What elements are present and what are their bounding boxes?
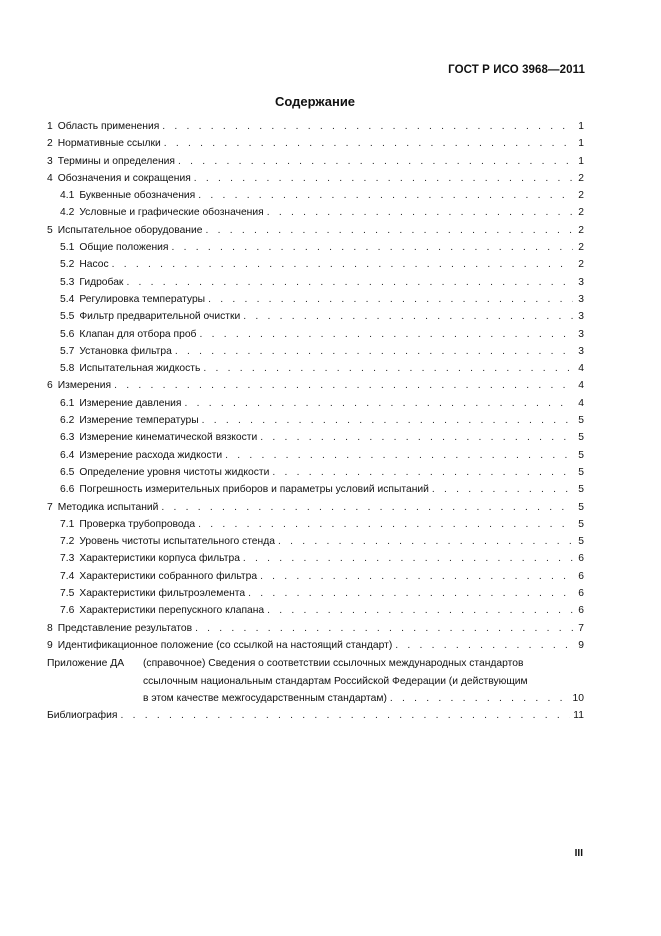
toc-title: Содержание — [274, 94, 356, 109]
toc-leader-dots — [161, 502, 573, 513]
toc-entry-number: 4.2 — [60, 207, 75, 219]
toc-entry-label: Методика испытаний — [57, 501, 159, 513]
toc-entry-label: Измерение кинематической вязкости — [79, 432, 258, 444]
toc-leader-dots — [203, 363, 573, 374]
toc-leader-dots — [390, 693, 570, 704]
toc-entry-number: 5.3 — [60, 276, 75, 288]
toc-entry-label: Характеристики фильтроэлемента — [79, 588, 246, 600]
toc-entry-label: Условные и графические обозначения — [79, 207, 264, 219]
toc-entry[interactable] — [47, 277, 584, 294]
standard-code: ГОСТ Р ИСО 3968—2011 — [448, 64, 585, 76]
toc-leader-dots — [194, 173, 573, 184]
toc-entry-number: 6.5 — [60, 466, 75, 478]
toc-entry[interactable] — [47, 329, 584, 346]
toc-leader-dots — [243, 311, 573, 322]
toc-entry-page: 6 — [578, 605, 584, 617]
toc-leader-dots — [199, 329, 573, 340]
toc-entry[interactable] — [47, 415, 584, 432]
toc-entry-page: 3 — [578, 293, 584, 305]
toc-entry-label: Характеристики корпуса фильтра — [79, 553, 240, 565]
toc-entry-page: 1 — [578, 138, 584, 150]
toc-leader-dots — [178, 156, 573, 167]
appendix-line-1 — [47, 658, 584, 675]
toc-entry-page: 3 — [578, 311, 584, 323]
toc-entry-number: 5.2 — [60, 259, 75, 271]
appendix-line-2 — [47, 676, 584, 693]
toc-entry-label: Уровень чистоты испытательного стенда — [79, 536, 275, 548]
toc-entry[interactable] — [47, 190, 584, 207]
page-number: III — [574, 848, 583, 859]
toc-entry[interactable] — [47, 640, 584, 657]
appendix-title-line-3: в этом качестве межгосударственным стандартам) — [143, 692, 387, 704]
toc-entry[interactable] — [47, 623, 584, 640]
toc-entry-page: 3 — [578, 345, 584, 357]
toc-entry-number: 6.2 — [60, 415, 75, 427]
toc-entry-page: 3 — [578, 276, 584, 288]
toc-leader-dots — [162, 121, 573, 132]
toc-entry-label: Установка фильтра — [79, 345, 172, 357]
toc-entry-label: Общие положения — [79, 242, 169, 254]
toc-entry[interactable] — [47, 398, 584, 415]
toc-entry-number: 1 — [47, 121, 53, 132]
toc-entry-label: Измерение расхода жидкости — [79, 449, 223, 461]
appendix-title-line-1: (справочное) Сведения о соответствии ссылочных международных стандартов — [143, 658, 524, 670]
toc-entry-number: 5.1 — [60, 242, 75, 254]
toc-entry-page: 5 — [578, 536, 584, 548]
toc-entry-page: 7 — [578, 622, 584, 634]
toc-entry-page: 1 — [578, 155, 584, 167]
toc-entry-number: 7.3 — [60, 553, 75, 565]
toc-entry-label: Буквенные обозначения — [79, 190, 196, 202]
toc-entry-number: 4 — [47, 172, 53, 184]
toc-entry-label: Характеристики собранного фильтра — [79, 570, 258, 582]
toc-entry[interactable] — [47, 207, 584, 224]
toc-entry-label: Измерение температуры — [79, 415, 199, 427]
toc-leader-dots — [184, 398, 573, 409]
toc-entry[interactable] — [47, 225, 584, 242]
toc-entry-label: Измерения — [57, 380, 112, 392]
toc-entry-label: Нормативные ссылки — [57, 138, 161, 150]
toc-entry-page: 5 — [578, 484, 584, 496]
toc-entry[interactable] — [47, 502, 584, 519]
toc-entry-number: 9 — [47, 639, 53, 651]
toc-entry-page: 5 — [578, 415, 584, 427]
toc-entry-label: Проверка трубопровода — [79, 518, 196, 530]
toc-leader-dots — [164, 138, 573, 149]
toc-entry[interactable] — [47, 294, 584, 311]
toc-entry[interactable] — [47, 571, 584, 588]
toc-entry-number: 5.8 — [60, 363, 75, 375]
toc-leader-dots — [432, 484, 573, 495]
toc-leader-dots — [395, 640, 573, 651]
toc-leader-dots — [120, 710, 570, 721]
toc-entry-label: Регулировка температуры — [79, 293, 206, 305]
toc-entry-label: Термины и определения — [57, 155, 175, 167]
toc-entry[interactable] — [47, 138, 584, 155]
toc-entry[interactable] — [47, 363, 584, 380]
toc-entry-page: 6 — [578, 588, 584, 600]
toc-entry[interactable] — [47, 536, 584, 553]
toc-entry-number: 7 — [47, 501, 53, 513]
toc-leader-dots — [267, 605, 573, 616]
toc-leader-dots — [225, 450, 573, 461]
toc-entry-number: 2 — [47, 138, 53, 150]
toc-entry-number: 5.7 — [60, 345, 75, 357]
toc-entry-number: 5.5 — [60, 311, 75, 323]
toc-entry[interactable] — [47, 311, 584, 328]
toc-entry[interactable] — [47, 588, 584, 605]
toc-leader-dots — [260, 571, 573, 582]
appendix-title-line-2: ссылочным национальным стандартам Российской Федерации (и действующим — [143, 675, 528, 687]
toc-entries — [47, 121, 584, 657]
toc-entry-page: 2 — [578, 172, 584, 184]
toc-entry[interactable] — [47, 242, 584, 259]
toc-entry-label: Клапан для отбора проб — [79, 328, 197, 340]
toc-entry-page: 4 — [578, 363, 584, 375]
toc-entry[interactable] — [47, 173, 584, 190]
toc-entry-label: Измерение давления — [79, 397, 182, 409]
toc-leader-dots — [205, 225, 573, 236]
toc-entry-page: 5 — [578, 518, 584, 530]
toc-entry[interactable] — [47, 519, 584, 536]
appendix-prefix: Приложение ДА — [47, 658, 125, 670]
toc-entry-label: Испытательное оборудование — [57, 224, 203, 236]
toc-leader-dots — [172, 242, 574, 253]
toc-entry-number: 5.4 — [60, 293, 75, 305]
toc-entry[interactable] — [47, 380, 584, 397]
toc-entry-page: 3 — [578, 328, 584, 340]
toc-leader-dots — [126, 277, 573, 288]
toc-entry[interactable] — [47, 605, 584, 622]
toc-leader-dots — [112, 259, 573, 270]
toc-entry[interactable] — [47, 432, 584, 449]
table-of-contents — [47, 121, 584, 727]
toc-entry-page: 6 — [578, 570, 584, 582]
toc-leader-dots — [208, 294, 573, 305]
bibliography-label: Библиография — [47, 710, 118, 722]
toc-leader-dots — [195, 623, 573, 634]
toc-appendix-entry[interactable] — [47, 658, 584, 710]
toc-leader-dots — [243, 553, 573, 564]
toc-leader-dots — [198, 519, 573, 530]
toc-entry-number: 7.6 — [60, 605, 75, 617]
appendix-page: 10 — [572, 692, 584, 704]
toc-entry[interactable] — [47, 346, 584, 363]
toc-entry-page: 2 — [578, 259, 584, 271]
toc-entry[interactable] — [47, 156, 584, 173]
toc-entry-number: 7.2 — [60, 536, 75, 548]
toc-entry[interactable] — [47, 450, 584, 467]
toc-entry-number: 8 — [47, 622, 53, 634]
toc-entry-page: 5 — [578, 432, 584, 444]
toc-bibliography-entry[interactable] — [47, 710, 584, 727]
toc-leader-dots — [175, 346, 573, 357]
toc-entry-number: 6.4 — [60, 449, 75, 461]
toc-entry-page: 2 — [578, 224, 584, 236]
toc-entry[interactable] — [47, 121, 584, 138]
toc-entry-label: Определение уровня чистоты жидкости — [79, 466, 270, 478]
toc-leader-dots — [114, 380, 573, 391]
toc-entry-label: Испытательная жидкость — [79, 363, 201, 375]
toc-leader-dots — [278, 536, 573, 547]
toc-leader-dots — [202, 415, 573, 426]
toc-entry-label: Характеристики перепускного клапана — [79, 605, 265, 617]
toc-entry-number: 6 — [47, 380, 53, 392]
toc-entry-number: 7.1 — [60, 518, 75, 530]
toc-entry-label: Область применения — [57, 121, 160, 132]
toc-entry-number: 6.3 — [60, 432, 75, 444]
toc-entry-page: 1 — [578, 121, 584, 132]
toc-entry-number: 6.1 — [60, 397, 75, 409]
toc-entry-label: Погрешность измерительных приборов и параметры условий испытаний — [79, 484, 429, 496]
toc-entry-number: 5 — [47, 224, 53, 236]
toc-entry-page: 4 — [578, 397, 584, 409]
toc-entry[interactable] — [47, 484, 584, 501]
toc-entry-number: 7.5 — [60, 588, 75, 600]
toc-entry-label: Представление результатов — [57, 622, 193, 634]
toc-leader-dots — [198, 190, 573, 201]
toc-entry-page: 5 — [578, 449, 584, 461]
toc-entry[interactable] — [47, 259, 584, 276]
toc-leader-dots — [272, 467, 573, 478]
toc-entry[interactable] — [47, 467, 584, 484]
appendix-line-3 — [47, 693, 584, 710]
toc-entry[interactable] — [47, 553, 584, 570]
toc-entry-label: Насос — [79, 259, 109, 271]
toc-entry-page: 2 — [578, 190, 584, 202]
toc-entry-label: Идентификационное положение (со ссылкой на настоящий стандарт) — [57, 639, 393, 651]
toc-entry-page: 6 — [578, 553, 584, 565]
toc-entry-page: 2 — [578, 242, 584, 254]
toc-entry-label: Обозначения и сокращения — [57, 172, 191, 184]
toc-entry-page: 2 — [578, 207, 584, 219]
toc-leader-dots — [267, 207, 573, 218]
toc-entry-number: 6.6 — [60, 484, 75, 496]
toc-leader-dots — [260, 432, 573, 443]
toc-entry-number: 7.4 — [60, 570, 75, 582]
toc-entry-number: 5.6 — [60, 328, 75, 340]
toc-leader-dots — [248, 588, 573, 599]
toc-entry-label: Гидробак — [79, 276, 124, 288]
toc-entry-label: Фильтр предварительной очистки — [79, 311, 241, 323]
toc-entry-page: 4 — [578, 380, 584, 392]
toc-entry-number: 4.1 — [60, 190, 75, 202]
bibliography-page: 11 — [573, 710, 584, 722]
toc-entry-page: 5 — [578, 466, 584, 478]
toc-entry-page: 9 — [578, 639, 584, 651]
toc-entry-number: 3 — [47, 155, 53, 167]
toc-entry-page: 5 — [578, 501, 584, 513]
